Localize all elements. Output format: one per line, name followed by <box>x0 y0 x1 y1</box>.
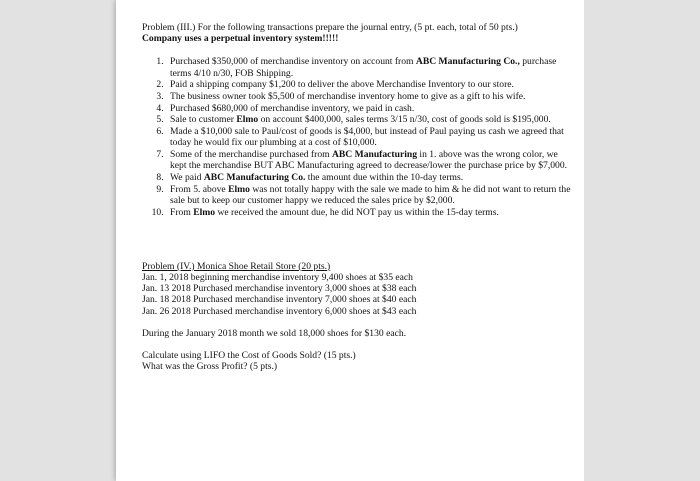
inventory-line: Jan. 26 2018 Purchased merchandise inventory 6,000 shoes at $43 each <box>142 305 417 317</box>
problem-4-section <box>142 261 572 373</box>
transaction-text: in 1. above was the wrong color, we kept the merchandise BUT ABC Manufacturing agreed to decrease/lower the purchase price by $7,000. <box>170 149 568 172</box>
problem-3-heading <box>142 22 572 44</box>
bold-name: Elmo <box>228 183 250 195</box>
transaction-text: Made a $10,000 sale to Paul/cost of goods is $4,000, but instead of Paul paying us cash we agreed that today he would fix our plumbing at a cost of $10,000. <box>170 126 564 149</box>
transaction-text: Some of the merchandise purchased from <box>170 149 332 161</box>
inventory-line: Jan. 1, 2018 beginning merchandise inventory 9,400 shoes at $35 each <box>142 271 413 283</box>
bold-name: ABC Manufacturing <box>331 149 417 161</box>
transaction-text: From 5. above <box>170 183 229 195</box>
transaction-text: we received the amount due, he did NOT pay us within the 15-day terms. <box>215 206 499 218</box>
transaction-item <box>166 91 572 102</box>
bold-name: ABC Manufacturing Co., <box>415 56 520 68</box>
transaction-text: The business owner took $5,500 of merchandise inventory home to give as a gift to his wife. <box>170 91 526 103</box>
left-margin <box>0 0 116 481</box>
transaction-text: on account $400,000, sales terms 3/15 n/30, cost of goods sold is $195,000. <box>258 114 551 126</box>
transaction-item <box>166 207 572 218</box>
transaction-item <box>166 126 572 148</box>
transaction-text: We paid <box>170 171 204 183</box>
problem-3-intro: Problem (III.) For the following transactions prepare the journal entry, (5 pt. each, total of 50 pts.) <box>142 22 518 33</box>
transaction-item <box>166 184 572 206</box>
transaction-text: Purchased $350,000 of merchandise inventory on account from <box>170 56 416 68</box>
transaction-text: Purchased $680,000 of merchandise inventory, we paid in cash. <box>170 102 415 114</box>
question-gross-profit: What was the Gross Profit? (5 pts.) <box>142 361 278 373</box>
document-content <box>142 22 572 372</box>
transaction-text: the amount due within the 10-day terms. <box>305 171 464 183</box>
bold-name: Elmo <box>193 206 216 218</box>
inventory-line: Jan. 18 2018 Purchased merchandise inventory 7,000 shoes at $40 each <box>142 294 417 306</box>
transaction-item <box>166 79 572 90</box>
sales-statement: During the January 2018 month we sold 18,000 shoes for $130 each. <box>142 327 407 339</box>
problem-3-subtitle: Company uses a perpetual inventory system!!!!! <box>142 33 339 45</box>
transaction-text: purchase terms 4/10 n/30, FOB Shipping. <box>170 56 557 79</box>
inventory-line: Jan. 13 2018 Purchased merchandise inventory 3,000 shoes at $38 each <box>142 283 417 295</box>
bold-name: Elmo <box>236 114 259 126</box>
bold-name: ABC Manufacturing Co. <box>203 171 306 183</box>
transaction-item <box>166 56 572 78</box>
transaction-item <box>166 114 572 125</box>
transaction-list <box>142 56 572 217</box>
transaction-item <box>166 172 572 183</box>
transaction-text: Sale to customer <box>170 114 237 126</box>
problem-4-title: Problem (IV.) Monica Shoe Retail Store (20 pts.) <box>142 260 331 272</box>
transaction-text: Paid a shipping company $1,200 to deliver the above Merchandise Inventory to our store. <box>170 79 514 91</box>
question-cogs: Calculate using LIFO the Cost of Goods Sold? (15 pts.) <box>142 349 356 361</box>
right-margin <box>584 0 700 481</box>
transaction-item <box>166 103 572 114</box>
transaction-text: From <box>170 206 194 218</box>
transaction-item <box>166 149 572 171</box>
transaction-text: was not totally happy with the sale we made to him & he did not want to return the sale but to keep our customer happy we reduced the sales price by $2,000. <box>170 183 571 206</box>
